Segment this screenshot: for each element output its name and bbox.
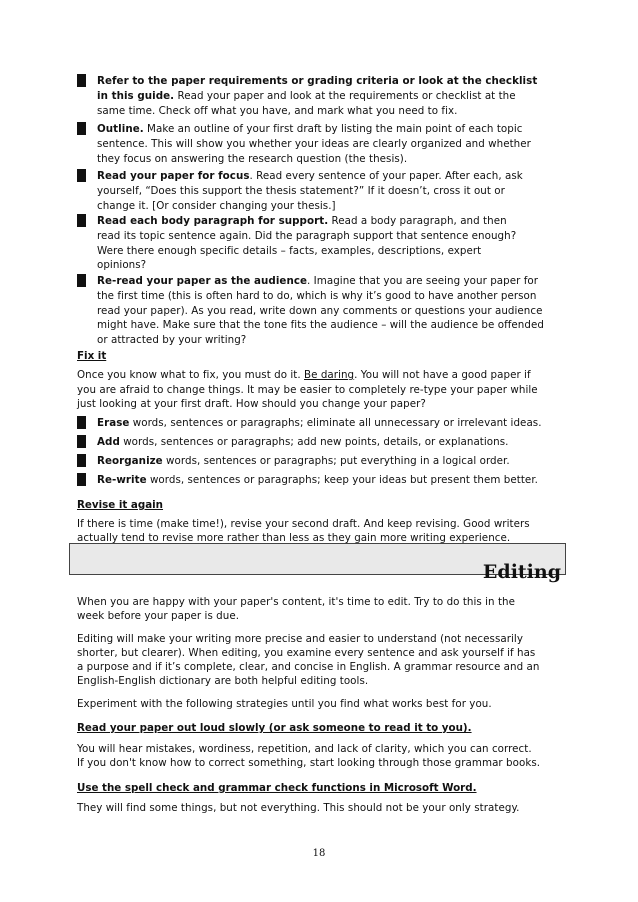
editing-para-1-line-2: week before your paper is due. xyxy=(77,610,240,622)
editing-para-2-line-2: shorter, but clearer). When editing, you examine every sentence and ask yourself if has xyxy=(77,647,536,659)
checklist-item-1-line-2: in this guide. Read your paper and look at the requirements or checklist at the xyxy=(97,90,516,102)
page-number: 18 xyxy=(312,848,326,859)
checklist-item-5-line-2: the first time (this is often hard to do, which is why it’s good to have another person xyxy=(97,290,537,302)
checklist-item-4-line-3: Were there enough specific details – facts, examples, descriptions, expert xyxy=(97,245,482,257)
fix-it-item-add: Add words, sentences or paragraphs; add new points, details, or explanations. xyxy=(97,436,509,448)
checklist-item-1-line-3: same time. Check off what you have, and mark what you need to fix. xyxy=(97,105,458,117)
bullet-square-icon xyxy=(77,214,86,227)
checklist-item-5-line-1: Re-read your paper as the audience. Imagine that you are seeing your paper for xyxy=(97,275,539,287)
bullet-square-icon xyxy=(77,274,86,287)
checklist-item-4-line-4: opinions? xyxy=(97,259,147,271)
editing-para-3: Experiment with the following strategies until you find what works best for you. xyxy=(77,698,492,710)
checklist-item-5-line-5: or attracted by your writing? xyxy=(97,334,247,346)
read-aloud-line-1: You will hear mistakes, wordiness, repetition, and lack of clarity, which you can correct. xyxy=(77,743,532,755)
checklist-item-4-line-2: read its topic sentence again. Did the paragraph support that sentence enough? xyxy=(97,230,517,242)
bullet-square-icon xyxy=(77,473,86,486)
fix-it-item-erase: Erase words, sentences or paragraphs; eliminate all unnecessary or irrelevant ideas. xyxy=(97,417,542,429)
editing-para-2-line-3: a purpose and if it’s complete, clear, and concise in English. A grammar resource and an xyxy=(77,661,540,673)
fix-it-item-reorganize: Reorganize words, sentences or paragraphs; put everything in a logical order. xyxy=(97,455,510,467)
editing-para-2-line-1: Editing will make your writing more precise and easier to understand (not necessarily xyxy=(77,633,523,645)
revise-para-line-2: actually tend to revise more rather than less as they gain more writing experience. xyxy=(77,532,511,544)
editing-para-1-line-1: When you are happy with your paper's content, it's time to edit. Try to do this in the xyxy=(77,596,516,608)
bullet-square-icon xyxy=(77,169,86,182)
spell-check-heading: Use the spell check and grammar check functions in Microsoft Word. xyxy=(77,782,477,794)
fix-it-para-line-3: just looking at your first draft. How should you change your paper? xyxy=(77,398,426,410)
fix-it-heading: Fix it xyxy=(77,350,107,362)
fix-it-para-line-1: Once you know what to fix, you must do it. Be daring. You will not have a good paper if xyxy=(77,369,531,381)
checklist-item-5-line-3: read your paper). As you read, write down any comments or questions your audience xyxy=(97,305,543,317)
checklist-item-3-line-3: change it. [Or consider changing your thesis.] xyxy=(97,200,336,212)
fix-it-para-line-2: you are afraid to change things. It may be easier to completely re-type your paper while xyxy=(77,384,538,396)
checklist-item-3-line-1: Read your paper for focus. Read every sentence of your paper. After each, ask xyxy=(97,170,523,182)
checklist-item-3-line-2: yourself, “Does this support the thesis statement?” If it doesn’t, cross it out or xyxy=(97,185,505,197)
bullet-square-icon xyxy=(77,435,86,448)
spell-check-line-1: They will find some things, but not everything. This should not be your only strategy. xyxy=(77,802,520,814)
editing-para-2-line-4: English-English dictionary are both helpful editing tools. xyxy=(77,675,369,687)
read-aloud-heading: Read your paper out loud slowly (or ask someone to read it to you). xyxy=(77,722,472,734)
bullet-square-icon xyxy=(77,416,86,429)
bullet-square-icon xyxy=(77,122,86,135)
checklist-item-2-line-3: they focus on answering the research question (the thesis). xyxy=(97,153,408,165)
bullet-square-icon xyxy=(77,454,86,467)
bullet-square-icon xyxy=(77,74,86,87)
read-aloud-line-2: If you don't know how to correct something, start looking through those grammar books. xyxy=(77,757,541,769)
editing-title: Editing xyxy=(482,561,561,583)
fix-it-item-rewrite: Re-write words, sentences or paragraphs; keep your ideas but present them better. xyxy=(97,474,538,486)
revise-para-line-1: If there is time (make time!), revise your second draft. And keep revising. Good writers xyxy=(77,518,530,530)
checklist-item-5-line-4: might have. Make sure that the tone fits the audience – will the audience be offended xyxy=(97,319,544,331)
checklist-item-2-line-2: sentence. This will show you whether your ideas are clearly organized and whether xyxy=(97,138,531,150)
checklist-item-2-line-1: Outline. Make an outline of your first draft by listing the main point of each topic xyxy=(97,123,523,135)
checklist-item-4-line-1: Read each body paragraph for support. Read a body paragraph, and then xyxy=(97,215,507,227)
revise-heading: Revise it again xyxy=(77,499,164,511)
checklist-item-1-line-1: Refer to the paper requirements or grading criteria or look at the checklist xyxy=(97,75,538,87)
